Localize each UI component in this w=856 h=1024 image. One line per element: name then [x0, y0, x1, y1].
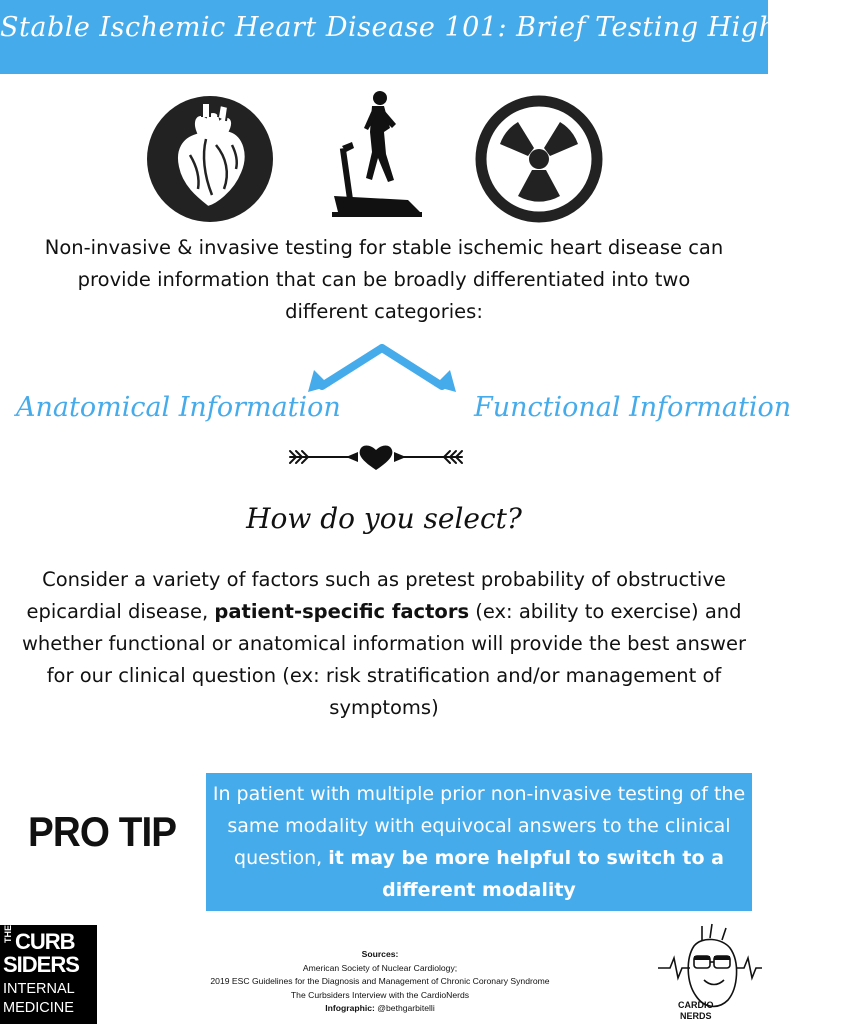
logo-the: THE [3, 925, 13, 943]
intro-line-3: different categories: [285, 300, 483, 323]
curbsiders-logo [0, 925, 97, 1024]
consider-part-1: Consider a variety of factors such as pretest probability of obstructive epicardial disease, [26, 568, 726, 623]
protip-box [206, 773, 752, 911]
infographic-credit [160, 1002, 600, 1016]
protip-label: PRO TIP [28, 808, 177, 855]
cardionerds-line2: NERDS [680, 1011, 712, 1021]
source-item: 2019 ESC Guidelines for the Diagnosis and Management of Chronic Coronary Syndrome [210, 976, 550, 986]
source-item: The Curbsiders Interview with the CardioNerds [290, 989, 470, 1000]
credit-label: Infographic: [325, 1003, 375, 1013]
consider-part-2: (ex: ability to exercise) and whether functional or anatomical information will provide the best answer for our clinical question (ex: risk stratification and/or management of symptoms) [21, 600, 746, 719]
anatomical-label: Anatomical Information [16, 392, 341, 423]
cardionerds-line1: CARDIO [678, 1000, 714, 1010]
page-title: Stable Ischemic Heart Disease 101: Brief Testing Highlights [0, 12, 856, 43]
protip-text: In patient with multiple prior non-invasive testing of the same modality with equivocal answers to the clinical question, [212, 783, 746, 869]
functional-label: Functional Information [474, 392, 792, 423]
treadmill-icon [328, 88, 424, 218]
arrows-heart-icon [286, 440, 466, 474]
select-heading: How do you select? [246, 502, 522, 535]
consider-bold: patient-specific factors [214, 600, 470, 623]
intro-line-1: Non-invasive & invasive testing for stable ischemic heart disease can [44, 236, 724, 259]
protip-bold: it may be more helpful to switch to a different modality [328, 847, 724, 901]
heart-icon [146, 95, 274, 223]
logo-curb: CURB [15, 929, 75, 954]
logo-siders: SIDERS [3, 952, 79, 977]
credit-value: @bethgarbitelli [377, 1003, 435, 1013]
arrow-split-icon [300, 340, 464, 396]
logo-internal: INTERNAL [3, 981, 75, 997]
logo-medicine: MEDICINE [3, 1000, 74, 1016]
consider-text [6, 564, 762, 724]
cardionerds-logo [656, 918, 764, 1022]
sources-heading: Sources: [361, 949, 399, 959]
radiation-icon [474, 94, 604, 224]
intro-line-2: provide information that can be broadly differentiated into two [77, 268, 691, 291]
header-banner [0, 0, 856, 74]
intro-text [10, 232, 758, 328]
source-item: American Society of Nuclear Cardiology; [302, 962, 458, 973]
sources [160, 948, 600, 1016]
